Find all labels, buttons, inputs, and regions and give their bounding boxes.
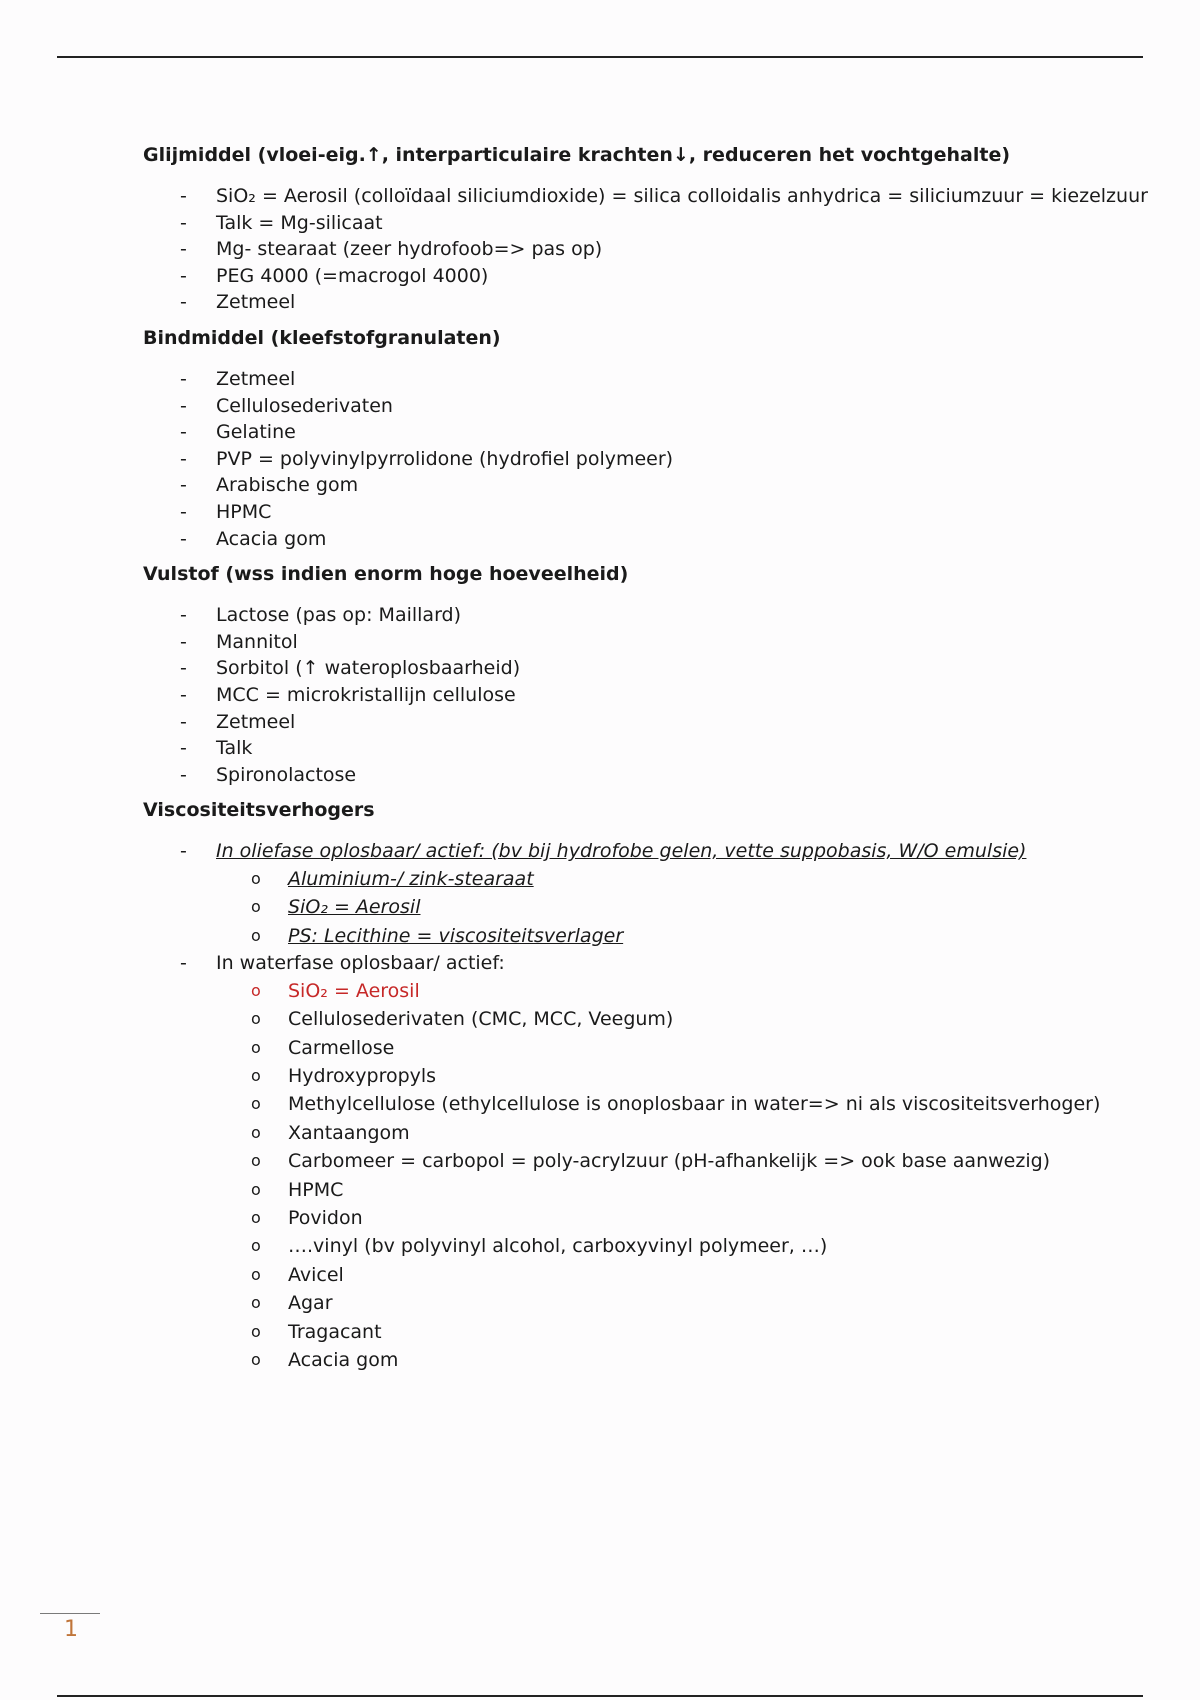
list-item: - MCC = microkristallijn cellulose (180, 683, 516, 706)
sub-list-item: o PS: Lecithine = viscositeitsverlager (251, 924, 624, 947)
sub-list-item: o Povidon (251, 1206, 363, 1229)
list-item: - Cellulosederivaten (180, 394, 393, 417)
list-item: - Lactose (pas op: Maillard) (180, 604, 462, 627)
sub-list-item-highlighted: o SiO₂ = Aerosil (251, 979, 420, 1002)
list-item: - Talk (180, 737, 253, 760)
sub-list-item: o Acacia gom (251, 1348, 399, 1371)
list-item: - Arabische gom (180, 474, 359, 497)
list-item: - SiO₂ = Aerosil (colloïdaal siliciumdioxide) = silica colloidalis anhydrica = siliciumzuur = kiezelzuur (180, 185, 1148, 207)
sub-list-item: o Cellulosederivaten (CMC, MCC, Veegum) (251, 1008, 674, 1031)
sub-list-item: o SiO₂ = Aerosil (251, 896, 421, 919)
document-body (143, 142, 1163, 1383)
list-item-water-phase: - In waterfase oplosbaar/ actief: o SiO₂ = Aerosil o Cellulosederivaten (CMC, MCC, Veegum) o Carmellose o Hydroxypropyls o Methylcellulose (ethylcellulose is onoplosbaar in water=> ni als viscositeitsverhoger) o Xantaangom o Carbomeer = carbopol = poly-acrylzuur (pH-afhankelijk => ook base aanwezig) o HPMC o Povidon o ….vinyl (bv polyvinyl alcohol, carboxyvinyl polymeer, …) o Avicel o Agar o Tragacant o Acacia gom (143, 950, 1163, 1374)
sub-list-item: o Xantaangom (251, 1121, 410, 1144)
sub-list-item: o Tragacant (251, 1320, 382, 1343)
list-item: - Zetmeel (180, 367, 296, 390)
sub-list-item: o Agar (251, 1292, 333, 1315)
sub-list-item: o ….vinyl (bv polyvinyl alcohol, carboxyvinyl polymeer, …) (251, 1235, 828, 1258)
list-item: - Mg- stearaat (zeer hydrofoob=> pas op) (180, 238, 603, 261)
header-rule (57, 56, 1143, 58)
bullet-list (143, 183, 1163, 316)
sub-list-item: o HPMC (251, 1178, 344, 1201)
sub-list-item: o Carbomeer = carbopol = poly-acrylzuur (pH-afhankelijk => ook base aanwezig) (251, 1150, 1051, 1173)
list-item: - Acacia gom (180, 527, 327, 550)
section-viscositeitsverhogers (143, 797, 1163, 1374)
section-bindmiddel (143, 325, 1163, 552)
section-vulstof (143, 561, 1163, 788)
section-heading: Bindmiddel (kleefstofgranulaten) (143, 326, 501, 349)
page-number: 1 (64, 1617, 78, 1642)
section-heading: Vulstof (wss indien enorm hoge hoeveelheid) (143, 563, 629, 586)
sub-list (216, 977, 1163, 1375)
list-item: - HPMC (180, 500, 272, 523)
section-heading: Viscositeitsverhogers (143, 799, 375, 822)
section-glijmiddel (143, 142, 1163, 316)
bullet-list (143, 602, 1163, 788)
footer-border (57, 1695, 1143, 1697)
sub-list-item: o Aluminium-/ zink-stearaat (251, 867, 534, 890)
bullet-list (143, 838, 1163, 1374)
list-item: - Talk = Mg-silicaat (180, 211, 383, 234)
list-item: - Mannitol (180, 630, 298, 653)
section-heading: Glijmiddel (vloei-eig.↑, interparticulaire krachten↓, reduceren het vochtgehalte) (143, 144, 1011, 166)
list-item: - Zetmeel (180, 710, 296, 733)
sub-list (216, 865, 1163, 950)
footer-rule (40, 1613, 100, 1614)
sub-list-item: o Methylcellulose (ethylcellulose is onoplosbaar in water=> ni als viscositeitsverhoger) (251, 1093, 1101, 1116)
sub-list-item: o Hydroxypropyls (251, 1064, 437, 1087)
list-item: - Sorbitol (↑ wateroplosbaarheid) (180, 657, 521, 680)
list-item: - Zetmeel (180, 291, 296, 314)
list-item: - PVP = polyvinylpyrrolidone (hydrofiel polymeer) (180, 447, 674, 470)
list-item: - Spironolactose (180, 763, 357, 786)
list-item: - PEG 4000 (=macrogol 4000) (180, 264, 489, 287)
list-item: - Gelatine (180, 421, 296, 444)
sub-list-item: o Carmellose (251, 1036, 395, 1059)
bullet-list (143, 366, 1163, 552)
sub-list-item: o Avicel (251, 1263, 344, 1286)
list-item-oil-phase: - In oliefase oplosbaar/ actief: (bv bij hydrofobe gelen, vette suppobasis, W/O emulsie) o Aluminium-/ zink-stearaat o SiO₂ = Aerosil o PS: Lecithine = viscositeitsverlager (143, 838, 1163, 950)
